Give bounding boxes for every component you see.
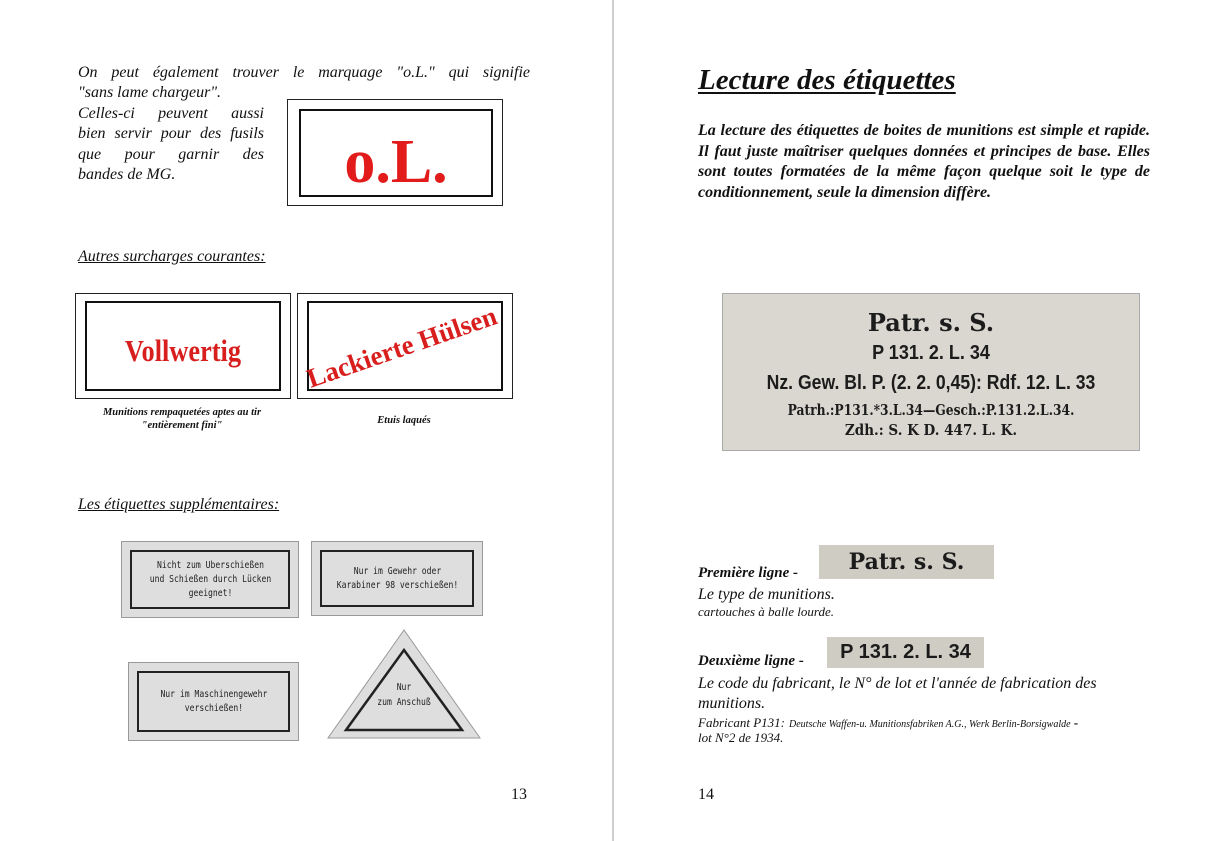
first-line-heading: Première ligne - <box>698 565 798 581</box>
overprint-lackierte-figure <box>297 293 513 399</box>
caption-line: "entièrement fini" <box>141 420 223 431</box>
page-number-left: 13 <box>511 786 527 803</box>
second-line-text: Le code du fabricant, le N° de lot et l'année de fabrication des munitions. <box>698 675 1097 712</box>
photo-line-4: Patrh.:P131.*3.L.34—Gesch.:P.131.2.L.34. <box>787 401 1075 419</box>
second-line-heading: Deuxième ligne - <box>698 653 804 669</box>
maker-dash: - <box>1070 715 1079 730</box>
intro-line: bien servir pour des fusils <box>78 125 264 142</box>
photo-line-3: Nz. Gew. Bl. P. (2. 2. 0,45): Rdf. 12. L. 33 <box>766 372 1096 394</box>
intro-line: "sans lame chargeur". <box>78 84 222 101</box>
extra-label-frame <box>130 550 290 609</box>
page-number-right: 14 <box>698 786 714 803</box>
extra-label-frame <box>320 550 474 607</box>
intro-paragraph-right: La lecture des étiquettes de boites de munitions est simple et rapide. Il faut juste maîtriser quelques données et principes de base. Elles sont toutes formatées de la même façon quelque soit le type de conditionnement, seule la dimension diffère. <box>698 122 1150 201</box>
label-line: und Schießen durch Lücken <box>149 573 271 585</box>
intro-paragraph <box>78 83 264 186</box>
overprint-lackierte-caption: Etuis laqués <box>377 415 431 426</box>
second-line-crop: P 131. 2. L. 34 <box>827 637 984 668</box>
label-line: verschießen! <box>184 702 243 714</box>
intro-line: Celles-ci peuvent aussi <box>78 104 264 122</box>
overprint-lackierte-text: Lackierte Hülsen <box>302 300 501 394</box>
extra-label-card <box>311 541 483 616</box>
lot-text: lot N°2 de 1934. <box>698 730 784 745</box>
extra-label-card <box>121 541 299 618</box>
photo-line-1: Patr. s. S. <box>867 308 995 337</box>
label-line: Nur <box>396 682 412 693</box>
maker-name: Deutsche Waffen-u. Munitionsfabriken A.G., Werk Berlin-Borsigwalde <box>789 719 1071 730</box>
ol-marking-frame <box>299 109 493 197</box>
label-line: zum Anschuß <box>377 697 431 708</box>
overprint-vollwertig-text: Vollwertig <box>124 333 242 368</box>
intro-line: bandes de MG. <box>78 166 176 183</box>
extra-label-frame <box>137 671 290 732</box>
ammo-label-photo <box>722 293 1140 451</box>
overprint-vollwertig-figure <box>75 293 291 399</box>
extra-label-text <box>336 565 458 593</box>
page-divider <box>612 0 614 841</box>
label-line: Nur im Maschinengewehr <box>160 688 267 700</box>
section-heading-extra-labels: Les étiquettes supplémentaires: <box>78 496 280 513</box>
section-heading-overprints: Autres surcharges courantes: <box>78 248 266 265</box>
ol-marking-text: o.L. <box>344 128 448 196</box>
label-line: geeignet! <box>188 587 232 599</box>
intro-line: que pour garnir des <box>78 145 264 163</box>
label-line: Nicht zum Überschießen <box>156 559 264 571</box>
ol-marking-figure <box>287 99 503 206</box>
overprint-frame <box>85 301 281 391</box>
extra-label-text <box>160 688 267 716</box>
first-line-text: Le type de munitions. <box>698 586 835 603</box>
extra-label-text <box>338 680 471 710</box>
label-line: Nur im Gewehr oder <box>353 565 441 577</box>
first-line-note: cartouches à balle lourde. <box>698 604 834 619</box>
intro-line-1: On peut également trouver le marquage "o.L." qui signifie <box>78 64 530 81</box>
caption-line: Munitions rempaquetées aptes au tir <box>102 407 262 418</box>
page-title: Lecture des étiquettes <box>698 64 956 96</box>
first-line-crop: Patr. s. S. <box>819 545 994 579</box>
extra-label-text <box>149 559 271 601</box>
extra-label-triangle <box>326 628 482 740</box>
photo-line-2: P 131. 2. L. 34 <box>872 342 990 364</box>
maker-prefix: Fabricant P131: <box>698 715 786 730</box>
extra-label-card <box>128 662 299 741</box>
overprint-vollwertig-caption <box>75 406 289 432</box>
photo-line-5: Zdh.: S. K D. 447. L. K. <box>844 421 1018 439</box>
label-line: Karabiner 98 verschießen! <box>336 579 458 591</box>
